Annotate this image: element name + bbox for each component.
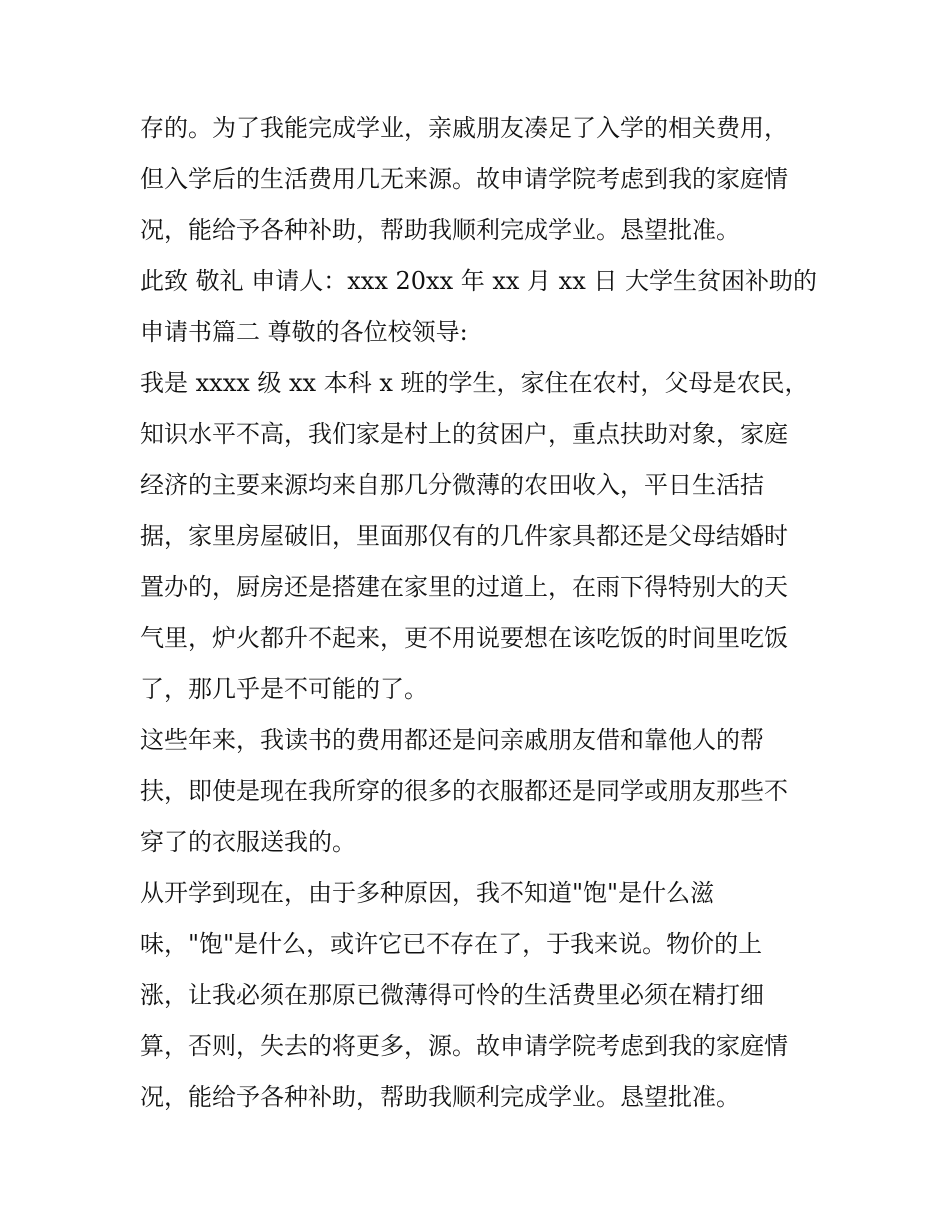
text-line: 这些年来，我读书的费用都还是问亲戚朋友借和靠他人的帮 [140,726,764,754]
text-line: 穿了的衣服送我的。 [140,828,356,856]
text-line: 知识水平不高，我们家是村上的贫困户，重点扶助对象，家庭 [140,420,788,448]
document-body [140,103,840,1123]
text-line: 我是 xxxx 级 xx 本科 x 班的学生，家住在农村，父母是农民， [140,369,809,397]
text-line: 气里，炉火都升不起来，更不用说要想在该吃饭的时间里吃饭 [140,624,788,652]
text-line: 况，能给予各种补助，帮助我顺利完成学业。恳望批准。 [140,1083,740,1111]
text-line: 味，"饱"是什么，或许它已不存在了，于我来说。物价的上 [140,930,763,958]
text-line: 从开学到现在，由于多种原因，我不知道"饱"是什么滋 [140,879,715,907]
text-line: 扶，即使是现在我所穿的很多的衣服都还是同学或朋友那些不 [140,777,788,805]
text-line: 存的。为了我能完成学业，亲戚朋友凑足了入学的相关费用， [140,114,788,142]
text-line: 申请书篇二 尊敬的各位校领导: [140,318,468,346]
text-line: 算，否则，失去的将更多，源。故申请学院考虑到我的家庭情 [140,1032,788,1060]
text-line: 但入学后的生活费用几无来源。故申请学院考虑到我的家庭情 [140,165,788,193]
text-line: 此致 敬礼 申请人：xxx 20xx 年 xx 月 xx 日 大学生贫困补助的 [140,267,818,295]
text-line: 况，能给予各种补助，帮助我顺利完成学业。恳望批准。 [140,216,740,244]
text-line: 经济的主要来源均来自那几分微薄的农田收入，平日生活拮 [140,471,764,499]
text-line: 置办的，厨房还是搭建在家里的过道上，在雨下得特别大的天 [140,573,788,601]
text-line: 据，家里房屋破旧，里面那仅有的几件家具都还是父母结婚时 [140,522,788,550]
text-line: 了，那几乎是不可能的了。 [140,675,428,703]
text-line: 涨，让我必须在那原已微薄得可怜的生活费里必须在精打细 [140,981,764,1009]
